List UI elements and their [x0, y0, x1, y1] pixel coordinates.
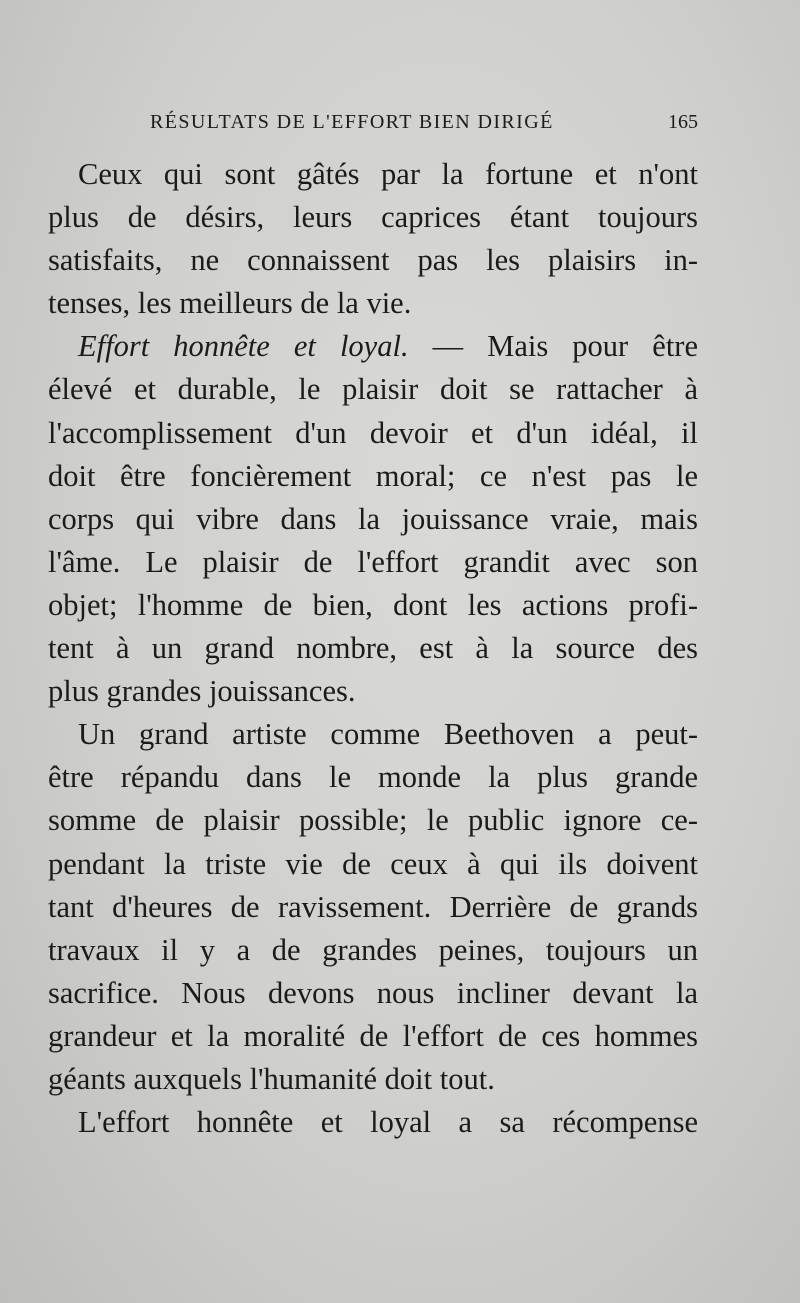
- text-line: somme de plaisir possible; le public ignore ce-: [48, 803, 698, 838]
- text-line: l'accomplissement d'un devoir et d'un idéal, il: [48, 415, 698, 450]
- text-line: objet; l'homme de bien, dont les actions profi-: [48, 587, 698, 622]
- text-line: plus grandes jouissances.: [48, 674, 356, 709]
- text-line: L'effort honnête et loyal a sa récompense: [78, 1105, 698, 1140]
- text-line: être répandu dans le monde la plus grande: [48, 760, 698, 795]
- text-line: géants auxquels l'humanité doit tout.: [48, 1061, 495, 1096]
- text-line: sacrifice. Nous devons nous incliner devant la: [48, 975, 698, 1010]
- text-line: tant d'heures de ravissement. Derrière de grands: [48, 889, 698, 924]
- text-line: l'âme. Le plaisir de l'effort grandit avec son: [48, 544, 698, 579]
- text-line: tent à un grand nombre, est à la source des: [48, 631, 698, 666]
- page-number: 165: [668, 111, 698, 133]
- text-line: Un grand artiste comme Beethoven a peut-: [78, 717, 698, 752]
- running-head: [150, 104, 698, 140]
- running-title: RÉSULTATS DE L'EFFORT BIEN DIRIGÉ: [150, 111, 554, 133]
- section-heading: Effort honnête et loyal.: [78, 329, 409, 364]
- text-line: Ceux qui sont gâtés par la fortune et n'ont: [78, 157, 698, 191]
- text-line: satisfaits, ne connaissent pas les plaisirs in-: [48, 243, 698, 278]
- text-line: tenses, les meilleurs de la vie.: [48, 286, 412, 321]
- text-line: pendant la triste vie de ceux à qui ils doivent: [48, 846, 698, 881]
- text-line: plus de désirs, leurs caprices étant toujours: [48, 200, 698, 235]
- text-line: [48, 325, 698, 368]
- body-text: [48, 153, 698, 1144]
- text-line: travaux il y a de grandes peines, toujours un: [48, 932, 698, 967]
- text-line: élevé et durable, le plaisir doit se rattacher à: [48, 372, 698, 407]
- text-line: grandeur et la moralité de l'effort de ces hommes: [48, 1018, 698, 1053]
- text-line: corps qui vibre dans la jouissance vraie, mais: [48, 501, 698, 536]
- text-run: — Mais pour être: [408, 329, 698, 364]
- text-line: doit être foncièrement moral; ce n'est pas le: [48, 458, 698, 493]
